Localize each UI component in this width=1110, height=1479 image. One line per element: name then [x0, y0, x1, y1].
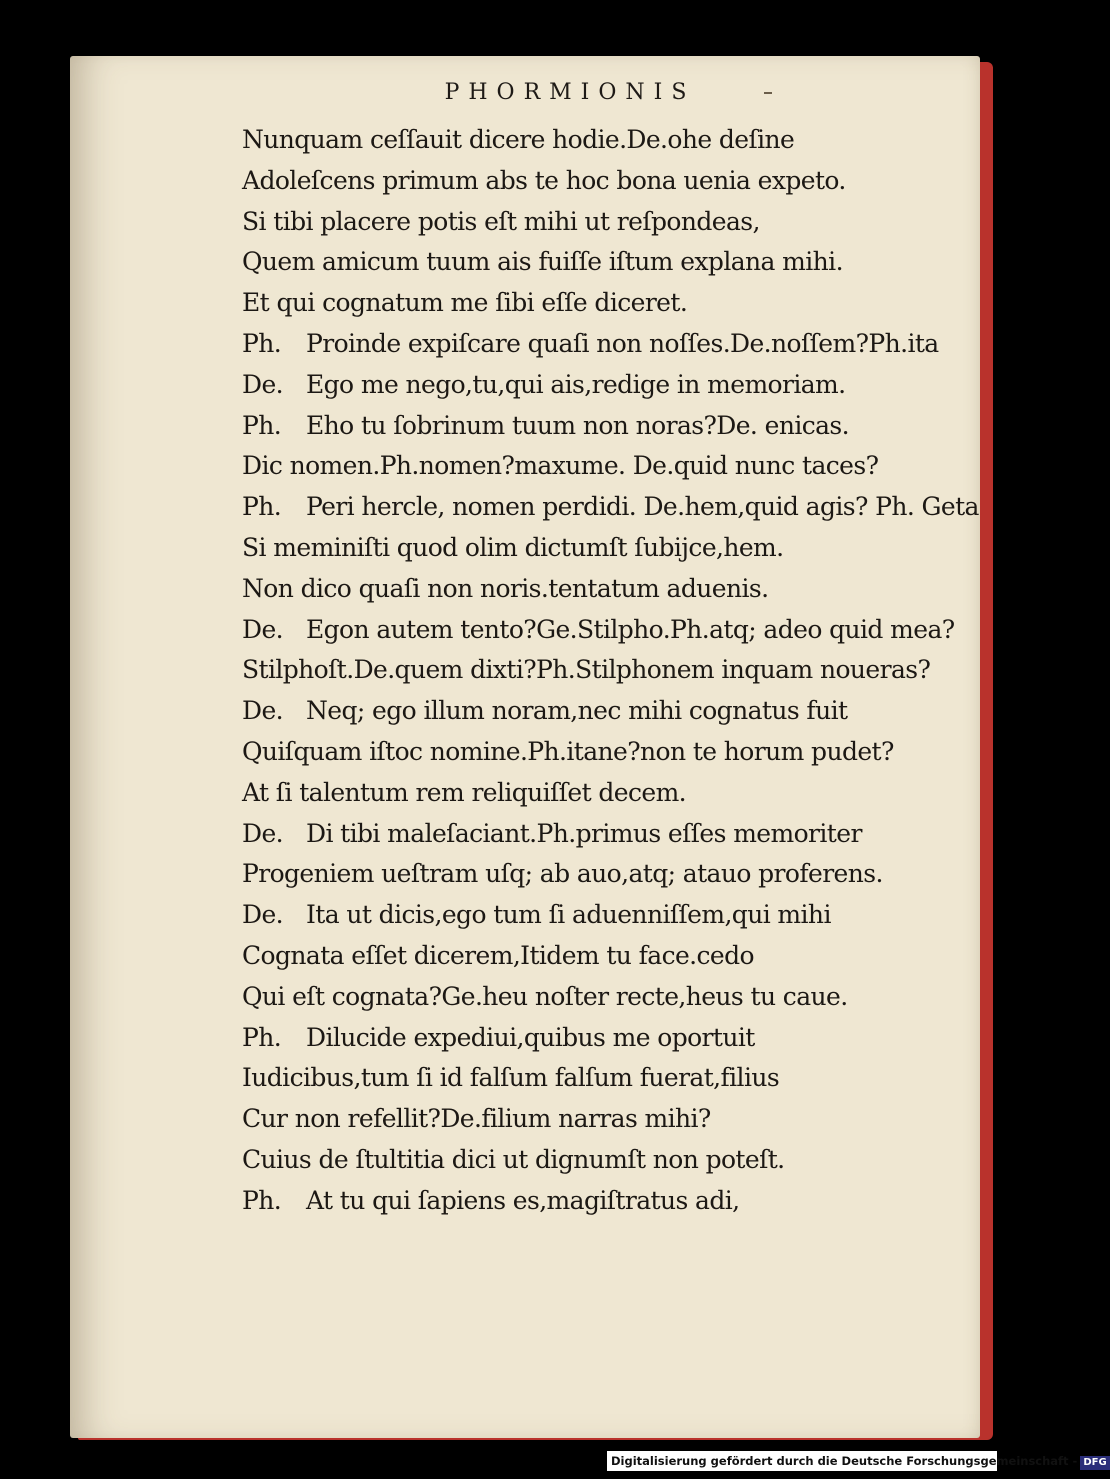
line-text: Si meminiſti quod olim dictumſt ſubijce,hem.	[242, 532, 784, 562]
text-line	[242, 528, 962, 569]
text-line	[242, 1058, 962, 1099]
line-text: Quem amicum tuum ais fuiſſe iſtum explana mihi.	[242, 247, 843, 277]
line-text: Di tibi maleſaciant.Ph.primus eſſes memoriter	[306, 818, 862, 848]
text-line	[242, 977, 962, 1018]
text-line	[242, 406, 962, 447]
line-text: Egon autem tento?Ge.Stilpho.Ph.atq; adeo quid mea?	[306, 614, 955, 644]
speaker-label: Ph.	[242, 1022, 282, 1052]
dfg-logo: DFG	[1080, 1456, 1109, 1470]
text-line	[242, 1099, 962, 1140]
text-line	[242, 691, 962, 732]
speaker-label: Ph.	[242, 328, 282, 358]
text-line	[242, 202, 962, 243]
speaker-label: Ph.	[242, 410, 282, 440]
line-text: Stilphoſt.De.quem dixti?Ph.Stilphonem inquam noueras?	[242, 655, 931, 685]
line-text: Non dico quaſi non noris.tentatum aduenis.	[242, 573, 769, 603]
text-line	[242, 1018, 962, 1059]
running-title: PHORMIONIS	[444, 80, 696, 105]
line-text: Cur non refellit?De.filium narras mihi?	[242, 1104, 711, 1134]
text-block	[242, 120, 979, 1222]
line-text: Ego me nego,tu,qui ais,redige in memoriam.	[306, 369, 846, 399]
speaker-label: De.	[242, 696, 283, 726]
line-text: Adoleſcens primum abs te hoc bona uenia expeto.	[242, 165, 846, 195]
line-text: Cognata eſſet dicerem,Itidem tu face.cedo	[242, 940, 754, 970]
line-text: Proinde expiſcare quaſi non noſſes.De.noſſem?Ph.ita	[306, 328, 939, 358]
text-line	[242, 120, 962, 161]
line-text: Progeniem ueſtram uſq; ab auo,atq; atauo proferens.	[242, 859, 883, 889]
line-text: Dilucide expediui,quibus me oportuit	[306, 1022, 755, 1052]
text-line	[242, 650, 962, 691]
line-text: Iudicibus,tum ſi id falſum falſum fuerat,filius	[242, 1063, 780, 1093]
line-text: Cuius de ſtultitia dici ut dignumſt non poteſt.	[242, 1144, 785, 1174]
header-dash	[764, 92, 772, 94]
text-line	[242, 242, 962, 283]
text-line	[242, 610, 962, 651]
speaker-label: Ph.	[242, 1185, 282, 1215]
text-line	[242, 936, 962, 977]
footer-text: Digitalisierung gefördert durch die Deutsche Forschungsgemeinschaft -	[611, 1454, 1078, 1468]
line-text: Ita ut dicis,ego tum ſi aduenniſſem,qui mihi	[306, 900, 831, 930]
line-text: At tu qui ſapiens es,magiſtratus adi,	[306, 1185, 740, 1215]
text-line	[242, 814, 962, 855]
text-line	[242, 487, 979, 528]
book-page	[70, 56, 980, 1438]
text-line	[242, 1181, 962, 1222]
text-line	[242, 732, 962, 773]
text-line	[242, 365, 962, 406]
text-line	[242, 283, 962, 324]
line-text: At ſi talentum rem reliquiſſet decem.	[242, 777, 687, 807]
line-text: Dic nomen.Ph.nomen?maxume. De.quid nunc taces?	[242, 451, 879, 481]
line-text: Neq; ego illum noram,nec mihi cognatus fuit	[306, 696, 848, 726]
speaker-label: De.	[242, 614, 283, 644]
text-line	[242, 1140, 962, 1181]
speaker-label: De.	[242, 900, 283, 930]
text-line	[242, 895, 962, 936]
text-line	[242, 161, 962, 202]
line-text: Eho tu ſobrinum tuum non noras?De. enicas.	[306, 410, 850, 440]
line-text: Qui eſt cognata?Ge.heu noſter recte,heus tu caue.	[242, 981, 848, 1011]
line-text: Nunquam ceſſauit dicere hodie.De.ohe deſine	[242, 125, 795, 154]
digitization-credit	[607, 1451, 1107, 1471]
speaker-label: De.	[242, 369, 283, 399]
text-line	[242, 324, 962, 365]
speaker-label: De.	[242, 818, 283, 848]
line-text: Peri hercle, nomen perdidi. De.hem,quid agis? Ph. Geta	[306, 492, 979, 522]
text-line	[242, 854, 962, 895]
text-line	[242, 446, 962, 487]
line-text: Et qui cognatum me ſibi eſſe diceret.	[242, 288, 688, 318]
speaker-label: Ph.	[242, 492, 282, 522]
text-line	[242, 569, 962, 610]
line-text: Quiſquam iſtoc nomine.Ph.itane?non te horum pudet?	[242, 736, 894, 766]
line-text: Si tibi placere potis eſt mihi ut reſpondeas,	[242, 206, 760, 236]
text-line	[242, 773, 962, 814]
